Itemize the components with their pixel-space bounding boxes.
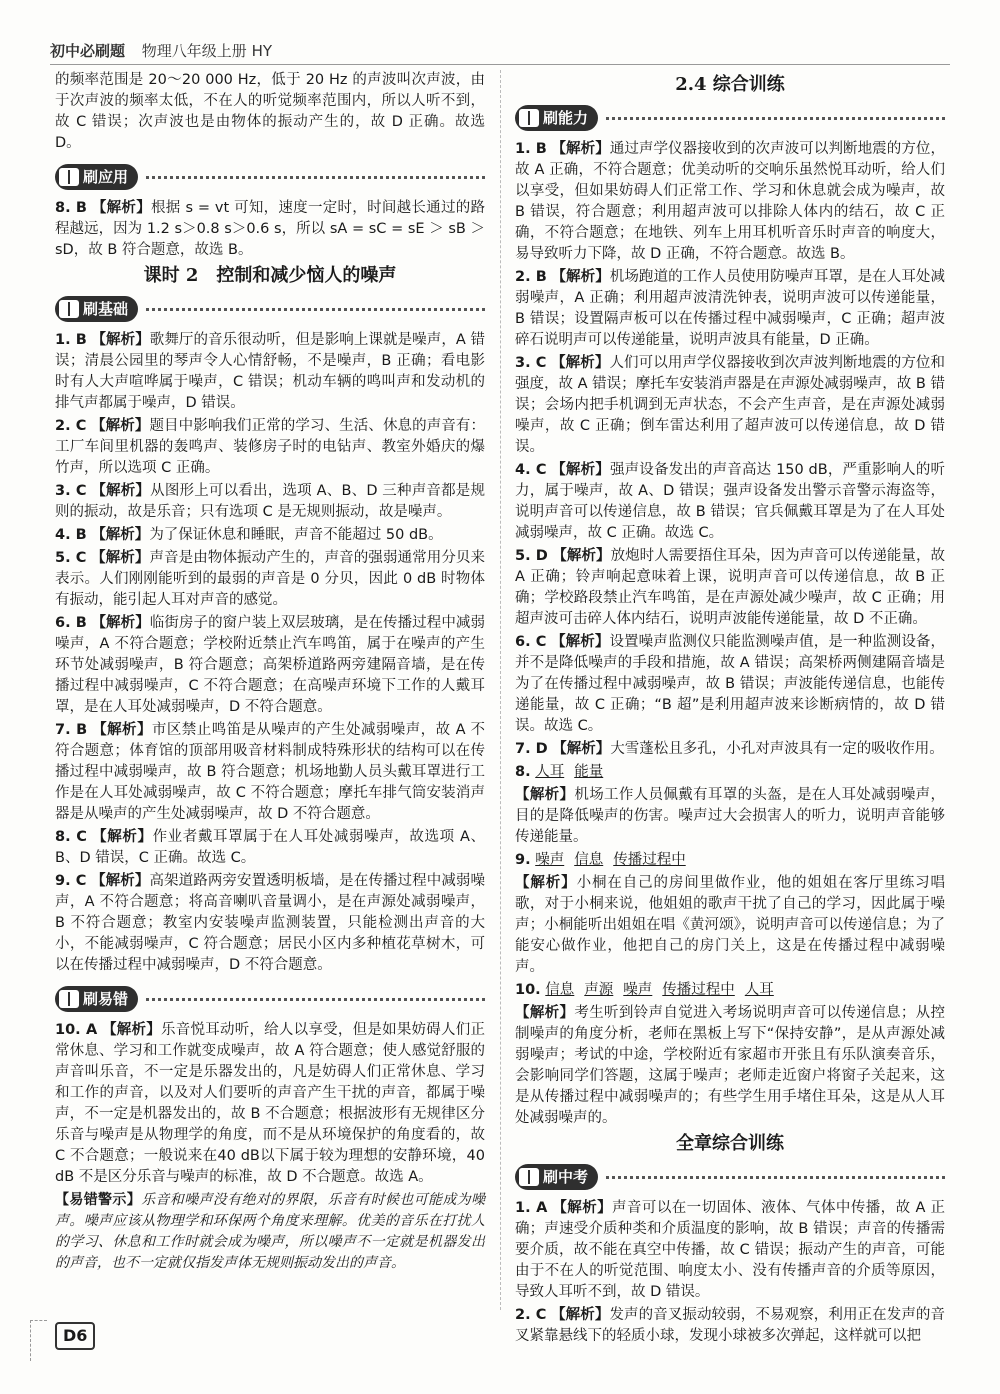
analysis-tag: 【解析】 — [551, 355, 610, 371]
lesson-title: 课时 2 控制和减少恼人的噪声 — [143, 265, 397, 286]
analysis-tag: 【解析】 — [92, 829, 153, 845]
answer-text: 市区禁止鸣笛是从噪声的产生处减弱噪声，故 A 不符合题意；体育馆的顶部用吸音材料制成特殊形状的结构可以在传播过程中减弱噪声，故 B 符合题意；机场地勤人员头戴耳罩进行工作是在人耳处减弱噪声，故 C 不符合题意；摩托车排气筒安装消声器是从噪声的产生处减弱噪声，故 D 不符合题意。 — [55, 722, 486, 822]
answer-text: 发声的音叉振动较弱，不易观察，利用正在发声的音叉紧靠悬线下的轻质小球，发现小球被多次弹起，这样就可以把 — [515, 1307, 946, 1344]
answer-item — [515, 1305, 945, 1347]
section-title: 2.4 综合训练 — [675, 74, 785, 95]
analysis-tag: 【解析】 — [91, 873, 150, 889]
answer-number: 4. B — [55, 527, 87, 543]
answer-number: 1. B — [515, 141, 547, 157]
fill-analysis — [515, 1003, 945, 1129]
answer-text: 临街房子的窗户装上双层玻璃，是在传播过程中减弱噪声，A 不符合题意；学校附近禁止汽车鸣笛，属于在噪声的产生环节处减弱噪声，B 符合题意；高架桥道路两旁建隔音墙，是在传播过程中减弱噪声，C 不符合题意；在高噪声环境下工作的人戴耳罩，是在人耳处减弱噪声，D 不符合题意。 — [55, 615, 485, 715]
answer-text: 根据 s = vt 可知，速度一定时，时间越长通过的路程越远，因为 1.2 s＞0.8 s＞0.6 s，所以 sA = sC = sE ＞ sB ＞ sD，故 B 符合题意，故选 B。 — [55, 200, 486, 258]
fill-answer-item — [515, 850, 945, 871]
series-title: 初中必刷题 — [50, 42, 126, 60]
analysis-tag: 【解析】 — [551, 269, 610, 285]
badge-apply-row — [55, 162, 485, 192]
answer-number: 8. — [515, 764, 531, 780]
answer-text: 机场工作人员佩戴有耳罩的头盔，是在人耳处减弱噪声，目的是降低噪声的伤害。噪声过大会损害人的听力，说明声音能够传递能量。 — [515, 787, 945, 845]
answer-item — [55, 613, 485, 718]
page-corner-mark — [30, 1320, 47, 1361]
answer-text: 声音可以在一切固体、液体、气体中传播，故 A 正确；声速受介质种类和介质温度的影响，故 B 错误；声音的传播需要介质，故不能在真空中传播，故 C 错误；振动产生的声音，可能由于不在人的听觉范围、响度太小、没有传播声音的介质等原因，导致人耳听不到，故 D 错误。 — [515, 1200, 946, 1300]
answer-item — [55, 827, 485, 869]
badge-error-label: 刷易错 — [83, 989, 129, 1008]
answer-number: 8. C — [55, 829, 87, 845]
answer-number: 10. A — [55, 1022, 98, 1038]
book-icon — [519, 1168, 539, 1186]
answer-text: 从图形上可以看出，选项 A、B、D 三种声音都是规则的振动，故是乐音；只有选项 C 是无规则振动，故是噪声。 — [55, 483, 486, 520]
continued-paragraph: 的频率范围是 20～20 000 Hz，低于 20 Hz 的声波叫次声波，由于次声波的频率太低，不在人的听觉频率范围内，所以人听不到，故 C 错误；次声波也是由物体的振动产生的，故 D 正确。故选 D。 — [55, 72, 485, 151]
answer-number: 3. C — [515, 355, 547, 371]
answer-text: 乐音悦耳动听，给人以享受，但是如果妨碍人们正常休息、学习和工作就变成噪声，故 A 符合题意；使人感觉舒服的声音叫乐音，不一定是乐器发出的，凡是妨碍人们正常休息、学习和工作的声音，以及对人们要听的声音产生干扰的声音，都属于噪声，不一定是机器发出的，故 B 不合题意；根据波形有无规律区分乐音与噪声是从物理学的角度，而不是从环境保护的角度看的，故 C 不合题意；一般说来在40 dB以下属于较为理想的安静环境，40 dB 不是区分乐音与噪声的标准，故 D 不合题意。故选 A。 — [55, 1022, 486, 1185]
analysis-tag: 【解析】 — [552, 1200, 613, 1216]
answer-item — [55, 871, 485, 976]
badge-basic — [55, 296, 138, 322]
answer-text: 强声设备发出的声音高达 150 dB，严重影响人的听力，属于噪声，故 A、D 错误；强声设备发出警示音警示海盗等，说明声音可以传递信息，故 B 错误；官兵佩戴耳罩是为了在人耳处减弱噪声，故 C 正确。故选 C。 — [515, 462, 946, 541]
fill-analysis — [515, 873, 945, 978]
fill-analysis — [515, 785, 945, 848]
answer-number: 4. C — [515, 462, 547, 478]
analysis-tag: 【解析】 — [552, 548, 611, 564]
answer-number: 8. B — [55, 200, 87, 216]
answer-item — [55, 481, 485, 523]
badge-apply — [55, 164, 138, 190]
answer-number: 5. C — [55, 550, 87, 566]
answer-number: 2. C — [55, 418, 87, 434]
answer-number: 6. C — [515, 634, 547, 650]
answer-text: 通过声学仪器接收到的次声波可以判断地震的方位，故 A 正确，不符合题意；优美动听的交响乐虽然悦耳动听，给人们以享受，但如果妨碍人们正常工作、学习和休息就会成为噪声，故 B 错误，符合题意；利用超声波可以排除人体内的结石，故 C 正确，不符合题意；在地铁、列车上用耳机听音乐时声音的响度大，易导致听力下降，故 D 正确，不符合题意。故选 B。 — [515, 141, 945, 262]
analysis-tag: 【解析】 — [551, 141, 610, 157]
book-title: 物理八年级上册 — [141, 42, 247, 60]
answer-item — [515, 460, 945, 544]
analysis-tag: 【解析】 — [515, 787, 575, 803]
badge-ability-row — [515, 103, 945, 133]
fill-blank-answer: 信息 — [574, 852, 604, 868]
fill-blank-answer: 能量 — [574, 764, 604, 780]
answer-number: 7. B — [55, 722, 88, 738]
dotted-rule — [146, 176, 485, 179]
answer-text: 考生听到铃声自觉进入考场说明声音可以传递信息；从控制噪声的角度分析，老师在黑板上写下“保持安静”，是从声源处减弱噪声；考试的中途，学校附近有家超市开张且有乐队演奏音乐，会影响同学们答题，这属于噪声；老师走近窗户将窗子关起来，这是从传播过程中减弱噪声的；有些学生用手堵住耳朵，这是从人耳处减弱噪声的。 — [515, 1005, 945, 1126]
answer-item — [515, 1198, 945, 1303]
badge-exam-row — [515, 1162, 945, 1192]
fill-blank-answer: 噪声 — [535, 852, 565, 868]
dotted-rule — [146, 998, 485, 1001]
answer-number: 6. B — [55, 615, 87, 631]
analysis-tag: 【解析】 — [551, 462, 610, 478]
fill-answer-item — [515, 762, 945, 783]
answer-item — [55, 330, 485, 414]
answer-item — [515, 267, 945, 351]
answer-item — [55, 720, 485, 825]
answer-item — [55, 548, 485, 611]
badge-apply-label: 刷应用 — [83, 167, 129, 186]
fill-blank-answer: 人耳 — [535, 764, 565, 780]
answer-number: 5. D — [515, 548, 548, 564]
book-icon — [59, 990, 79, 1008]
answer-text: 人们可以用声学仪器接收到次声波判断地震的方位和强度，故 A 错误；摩托车安装消声器是在声源处减弱噪声，故 B 错误；会场内把手机调到无声状态，不会产生声音，是在声源处减弱噪声，故 C 正确；倒车雷达利用了超声波可以传递信息，故 D 错误。 — [515, 355, 946, 455]
analysis-tag: 【解析】 — [515, 875, 577, 891]
analysis-tag: 【解析】 — [91, 527, 150, 543]
fill-blank-answer: 信息 — [545, 982, 575, 998]
answer-number: 9. — [515, 852, 531, 868]
answer-number: 2. C — [515, 1307, 547, 1323]
basic-answers — [55, 330, 485, 976]
book-icon — [59, 300, 79, 318]
fill-answer-item — [515, 980, 945, 1001]
exam-answers — [515, 1198, 945, 1347]
analysis-tag: 【解析】 — [91, 483, 151, 499]
answer-item — [55, 1020, 485, 1188]
answer-text: 题目中影响我们正常的学习、生活、休息的声音有：工厂车间里机器的轰鸣声、装修房子时的电钻声、教室外婚庆的爆竹声，所以选项 C 正确。 — [55, 418, 486, 476]
dotted-rule — [606, 1176, 945, 1179]
answer-number: 9. C — [55, 873, 87, 889]
answer-text: 大雪蓬松且多孔，小孔对声波具有一定的吸收作用。 — [610, 741, 944, 757]
answer-text: 高架道路两旁安置透明板墙，是在传播过程中减弱噪声，A 不符合题意；将高音喇叭音量调小，是在声源处减弱噪声，B 不符合题意；教室内安装噪声监测装置，只能检测出声音的大小，不能减弱噪声，C 符合题意；居民小区内多种植花草树木，可以在传播过程中减弱噪声，D 不符合题意。 — [55, 873, 486, 973]
analysis-tag: 【解析】 — [551, 634, 610, 650]
analysis-tag: 【解析】 — [91, 332, 150, 348]
answer-text: 小桐在自己的房间里做作业，他的姐姐在客厅里练习唱歌，对于小桐来说，他姐姐的歌声干扰了自己的学习，因此属于噪声；小桐能听出姐姐在唱《黄河颂》，说明声音可以传递信息；为了能安心做作业，他把自己的房门关上，这是在传播过程中减弱噪声。 — [515, 875, 946, 975]
badge-basic-label: 刷基础 — [83, 299, 129, 318]
answer-item — [515, 739, 945, 760]
badge-ability — [515, 105, 598, 131]
answer-number: 7. D — [515, 741, 548, 757]
answer-text: 设置噪声监测仪只能监测噪声值，是一种监测设备，并不是降低噪声的手段和措施，故 A 错误；高架桥两侧建隔音墙是为了在传播过程中减弱噪声，故 B 错误；声波能传递信息，也能传递能量，故 C 正确；“B 超”是利用超声波来诊断病情的，故 D 错误。故选 C。 — [515, 634, 946, 734]
right-column — [515, 70, 945, 1349]
badge-exam — [515, 1164, 598, 1190]
analysis-tag: 【解析】 — [91, 550, 150, 566]
fill-blank-answer: 声源 — [584, 982, 614, 998]
badge-exam-label: 刷中考 — [543, 1167, 589, 1186]
answer-item — [515, 139, 945, 265]
answer-number: 1. A — [515, 1200, 548, 1216]
header-rule — [50, 64, 950, 65]
badge-error — [55, 986, 138, 1012]
ability-answers — [515, 139, 945, 1129]
chapter-title: 全章综合训练 — [676, 1133, 784, 1154]
book-icon — [519, 109, 539, 127]
analysis-tag: 【解析】 — [515, 1005, 575, 1021]
fill-blank-answer: 传播过程中 — [613, 852, 686, 868]
analysis-tag: 【解析】 — [92, 722, 152, 738]
warning-text: 乐音和噪声没有绝对的界限，乐音有时候也可能成为噪声。噪声应该从物理学和环保两个角度来理解。优美的音乐在打扰人的学习、休息和工作时就会成为噪声，所以噪声不一定就是机器发出的声音，也不一定就仅指发声体无规则振动发出的声音。 — [55, 1192, 486, 1271]
column-divider — [500, 70, 501, 1310]
answer-number: 1. B — [55, 332, 87, 348]
error-warning — [55, 1190, 485, 1274]
answer-text: 声音是由物体振动产生的，声音的强弱通常用分贝来表示。人们刚刚能听到的最弱的声音是 0 分贝，因此 0 dB 时物体有振动，能引起人耳对声音的感觉。 — [55, 550, 486, 608]
analysis-tag: 【解析】 — [552, 741, 611, 757]
analysis-tag: 【解析】 — [91, 418, 150, 434]
answer-text: 放炮时人需要捂住耳朵，因为声音可以传递能量，故 A 正确；铃声响起意味着上课，说明声音可以传递信息，故 B 正确；学校路段禁止汽车鸣笛，是在声源处减少噪声，故 C 正确；用超声波可击碎人体内结石，说明声波能传递能量，故 D 不正确。 — [515, 548, 946, 627]
left-column — [55, 70, 485, 1274]
book-icon — [59, 168, 79, 186]
badge-basic-row — [55, 294, 485, 324]
dotted-rule — [146, 308, 485, 311]
warning-tag: 【易错警示】 — [55, 1192, 142, 1208]
running-header — [50, 40, 950, 64]
fill-blank-answer: 人耳 — [744, 982, 774, 998]
analysis-tag: 【解析】 — [102, 1022, 162, 1038]
answer-number: 10. — [515, 982, 541, 998]
answer-number: 3. C — [55, 483, 87, 499]
answer-item — [515, 632, 945, 737]
answer-item — [55, 525, 485, 546]
analysis-tag: 【解析】 — [91, 615, 150, 631]
answer-text: 机场跑道的工作人员使用防噪声耳罩，是在人耳处减弱噪声，A 正确；利用超声波清洗钟表，说明声波可以传递能量，B 错误；设置隔声板可以在传播过程中减弱噪声，C 正确；超声波碎石说明声可以传递能量，说明声波具有能量，D 正确。 — [515, 269, 945, 348]
dotted-rule — [606, 117, 945, 120]
answer-item — [515, 353, 945, 458]
badge-error-row — [55, 984, 485, 1014]
answer-item — [55, 198, 485, 261]
answer-number: 2. B — [515, 269, 547, 285]
answer-text: 作业者戴耳罩属于在人耳处减弱噪声，故选项 A、B、D 错误，C 正确。故选 C。 — [55, 829, 485, 866]
answer-text: 为了保证休息和睡眠，声音不能超过 50 dB。 — [149, 527, 443, 543]
analysis-tag: 【解析】 — [91, 200, 151, 216]
badge-ability-label: 刷能力 — [543, 108, 589, 127]
fill-blank-answer: 传播过程中 — [662, 982, 735, 998]
fill-blank-answer: 噪声 — [623, 982, 653, 998]
answer-item — [515, 546, 945, 630]
analysis-tag: 【解析】 — [551, 1307, 610, 1323]
edition-label: HY — [251, 42, 273, 60]
answer-text: 歌舞厅的音乐很动听，但是影响上课就是噪声，A 错误；清晨公园里的琴声令人心情舒畅，不是噪声，B 正确；看电影时有人大声喧哗属于噪声，C 错误；机动车辆的鸣叫声和发动机的排气声都属于噪声，D 错误。 — [55, 332, 486, 411]
answer-item — [55, 416, 485, 479]
page-number: D6 — [55, 1322, 95, 1350]
